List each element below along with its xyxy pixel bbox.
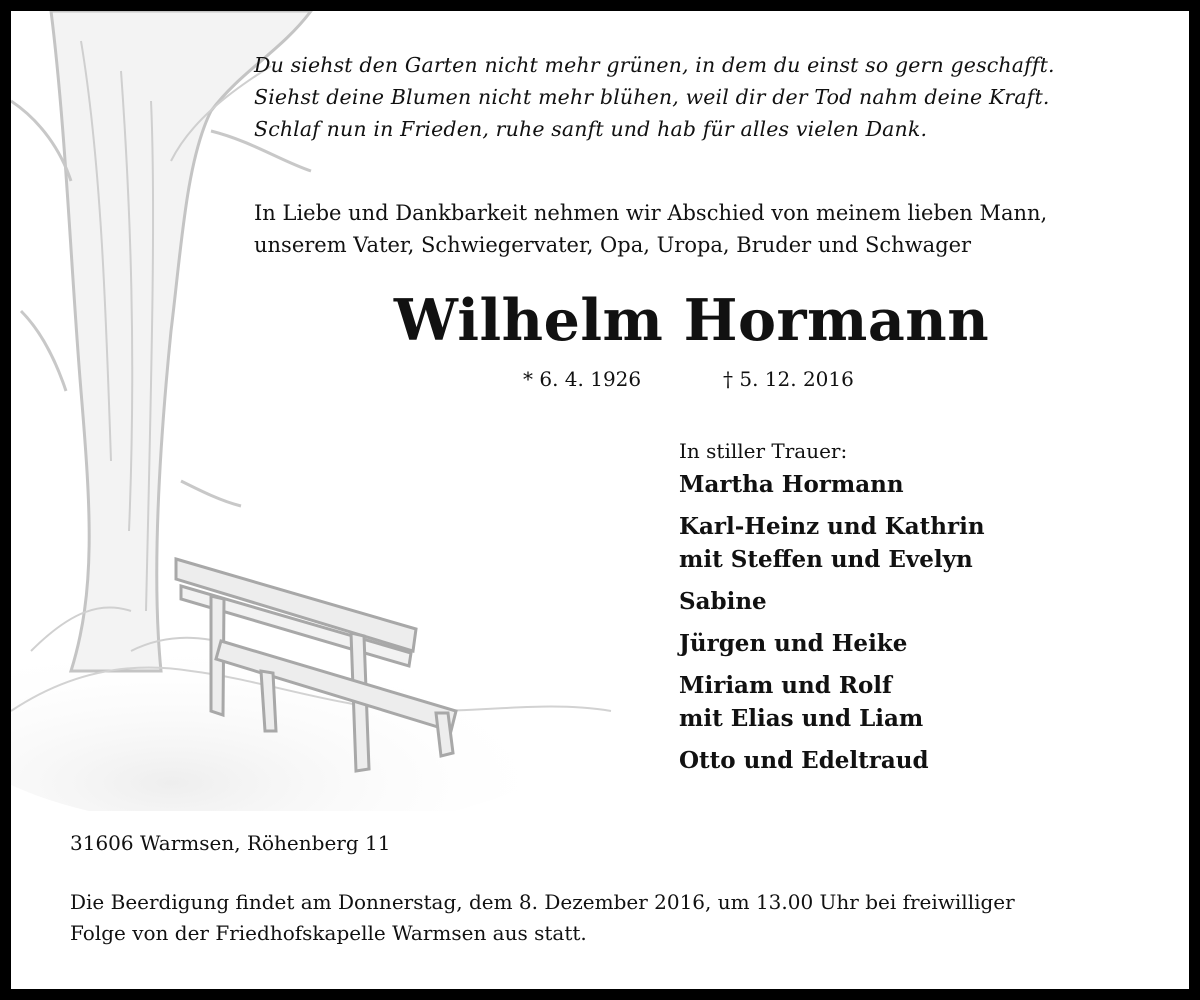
funeral-line: Folge von der Friedhofskapelle Warmsen aus statt. — [70, 921, 587, 945]
poem-line: Schlaf nun in Frieden, ruhe sanft und hab für alles vielen Dank. — [254, 117, 928, 141]
mourner-entry — [679, 669, 1159, 735]
mourner-entry — [679, 627, 1159, 660]
mourner-entry — [679, 744, 1159, 777]
funeral-notice — [70, 887, 1180, 949]
farewell-intro — [254, 197, 1184, 261]
mourner-entry — [679, 585, 1159, 618]
mourner-line: mit Steffen und Evelyn — [679, 546, 973, 573]
poem — [254, 49, 1184, 145]
intro-line: In Liebe und Dankbarkeit nehmen wir Abschied von meinem lieben Mann, — [254, 201, 1048, 225]
birth-date: * 6. 4. 1926 — [523, 367, 642, 391]
deceased-name: Wilhelm Hormann — [393, 287, 990, 354]
address: 31606 Warmsen, Röhenberg 11 — [70, 831, 391, 855]
mourner-line: Karl-Heinz und Kathrin — [679, 513, 985, 540]
mourners-heading: In stiller Trauer: — [679, 439, 848, 463]
mourner-line: Miriam und Rolf — [679, 672, 892, 699]
obituary-card — [11, 11, 1189, 989]
intro-line: unserem Vater, Schwiegervater, Opa, Uropa, Bruder und Schwager — [254, 233, 972, 257]
mourners-list — [679, 437, 1159, 786]
death-date: † 5. 12. 2016 — [723, 367, 854, 391]
mourner-entry — [679, 510, 1159, 576]
poem-line: Du siehst den Garten nicht mehr grünen, in dem du einst so gern geschafft. — [254, 53, 1055, 77]
mourner-line: Otto und Edeltraud — [679, 747, 929, 774]
mourner-line: Jürgen und Heike — [679, 630, 908, 657]
funeral-line: Die Beerdigung findet am Donnerstag, dem 8. Dezember 2016, um 13.00 Uhr bei freiwilliger — [70, 890, 1015, 914]
mourner-entry — [679, 468, 1159, 501]
mourner-line: Sabine — [679, 588, 767, 615]
mourner-line: mit Elias und Liam — [679, 705, 924, 732]
poem-line: Siehst deine Blumen nicht mehr blühen, weil dir der Tod nahm deine Kraft. — [254, 85, 1050, 109]
mourner-line: Martha Hormann — [679, 471, 904, 498]
